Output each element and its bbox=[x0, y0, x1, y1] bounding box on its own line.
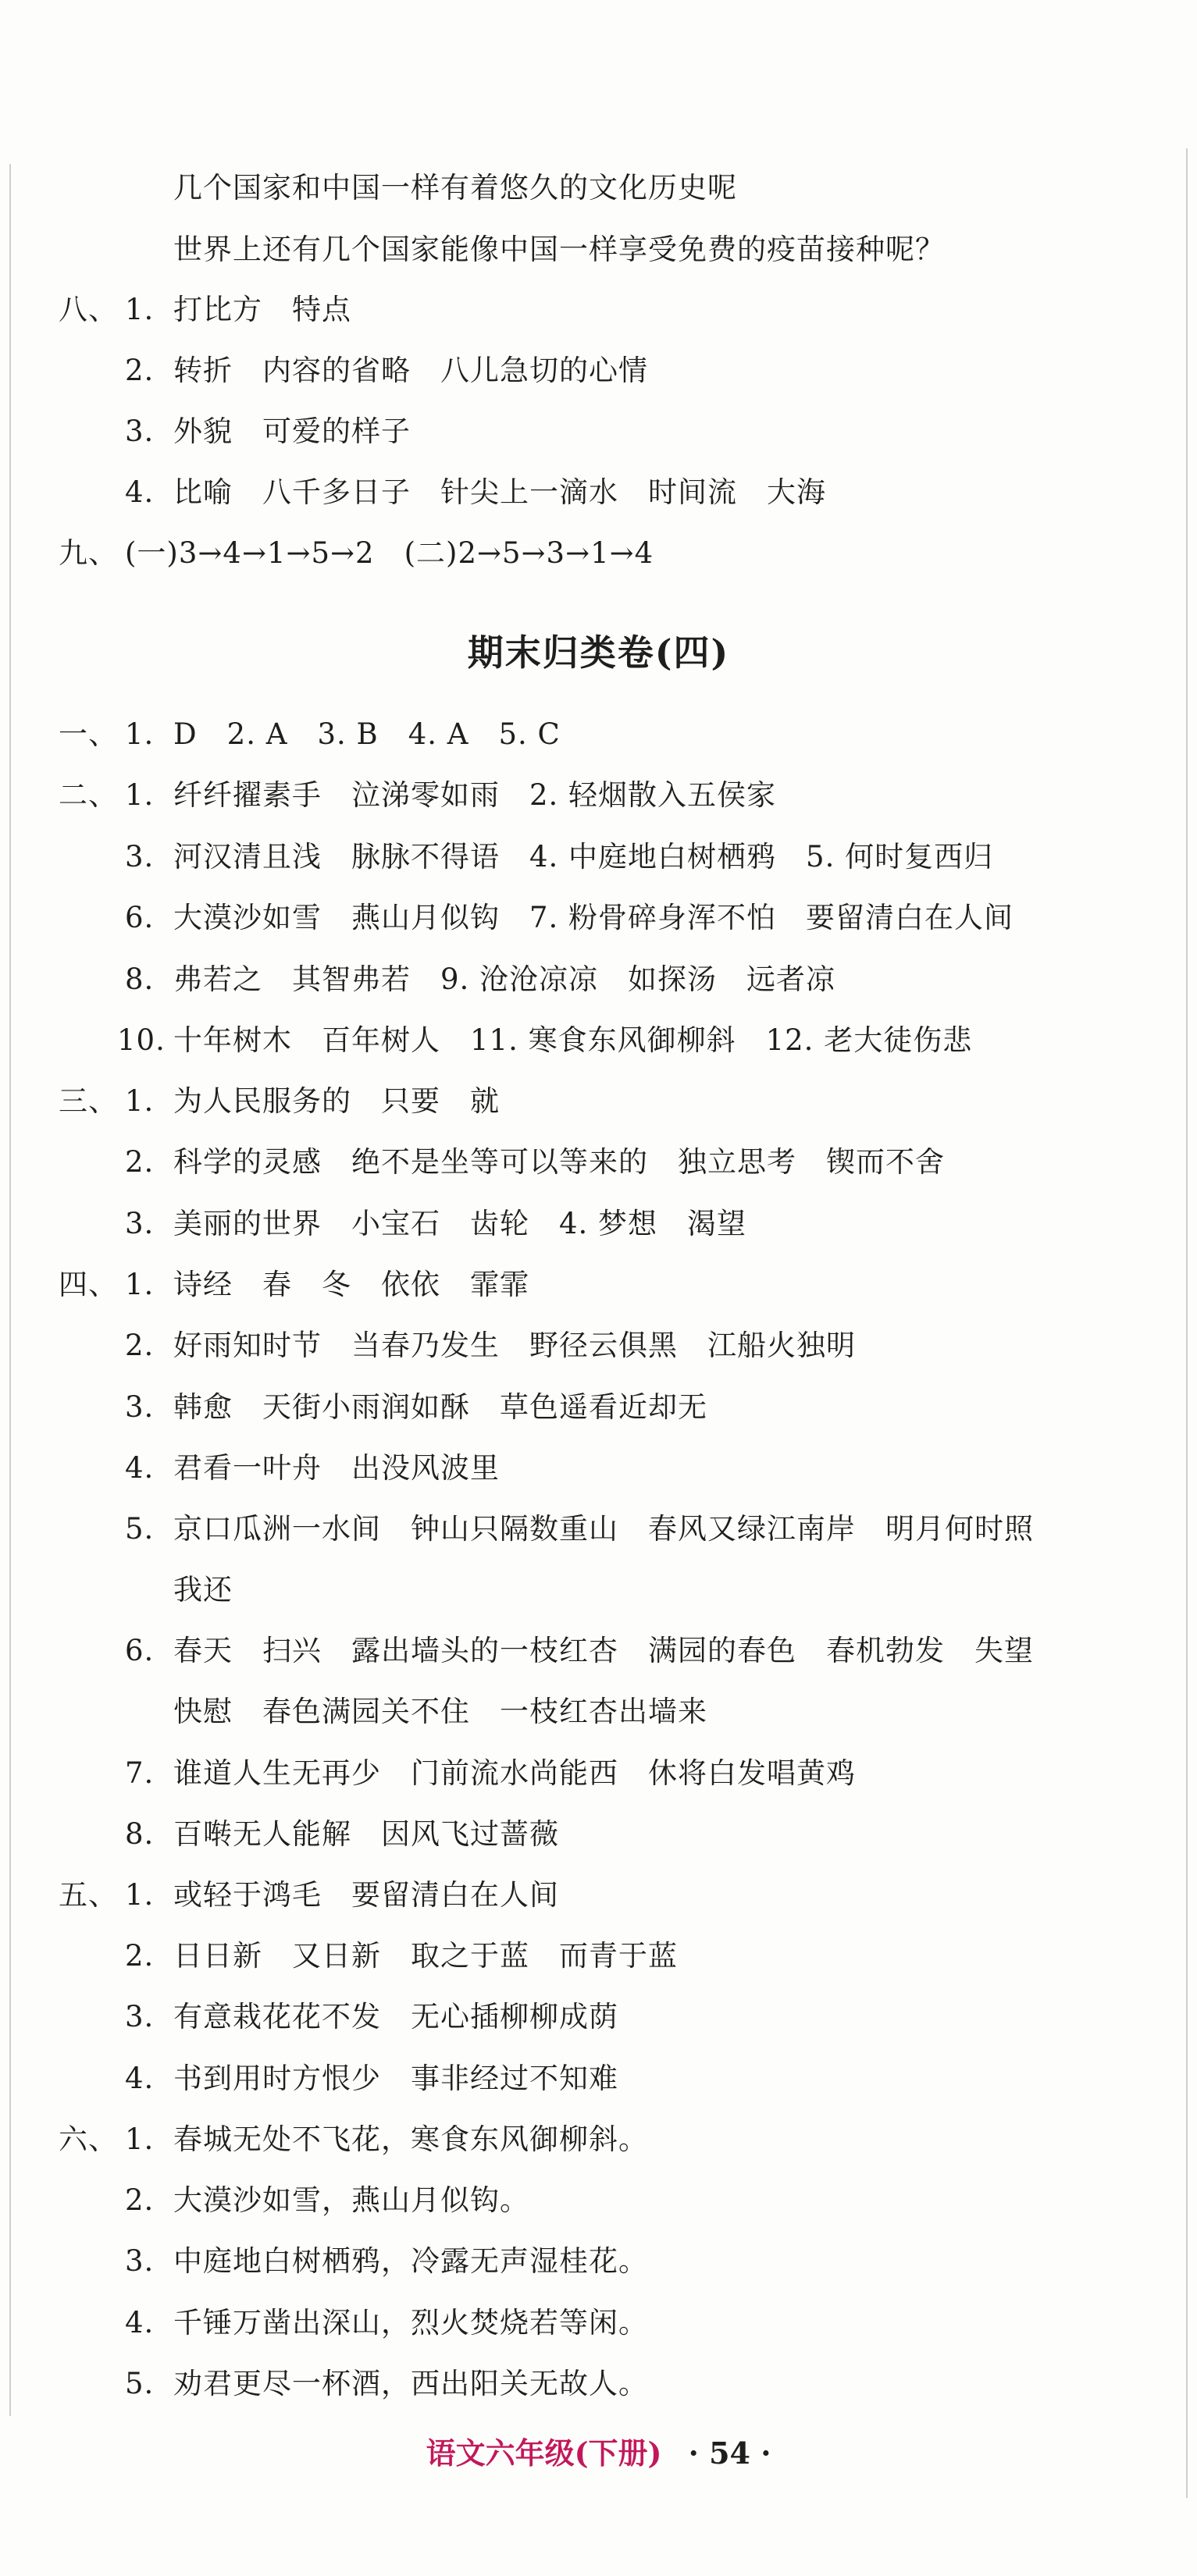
section-number: 一、 bbox=[59, 717, 118, 751]
page-footer bbox=[0, 2429, 1197, 2472]
section-number: 四、 bbox=[59, 1268, 118, 1301]
left-margin-rule bbox=[9, 164, 11, 2416]
section-number: 六、 bbox=[59, 2122, 118, 2156]
page-number: · 54 · bbox=[688, 2435, 771, 2471]
page-title: 期末归类卷(四) bbox=[467, 632, 730, 674]
section-number: 八、 bbox=[59, 293, 118, 326]
section-number: 三、 bbox=[59, 1084, 118, 1118]
book-label: 语文六年级(下册) bbox=[426, 2435, 662, 2471]
section-number: 二、 bbox=[59, 778, 118, 812]
section-number: 九、 bbox=[59, 536, 118, 570]
section-number: 五、 bbox=[59, 1878, 118, 1912]
right-margin-rule bbox=[1186, 148, 1188, 2498]
